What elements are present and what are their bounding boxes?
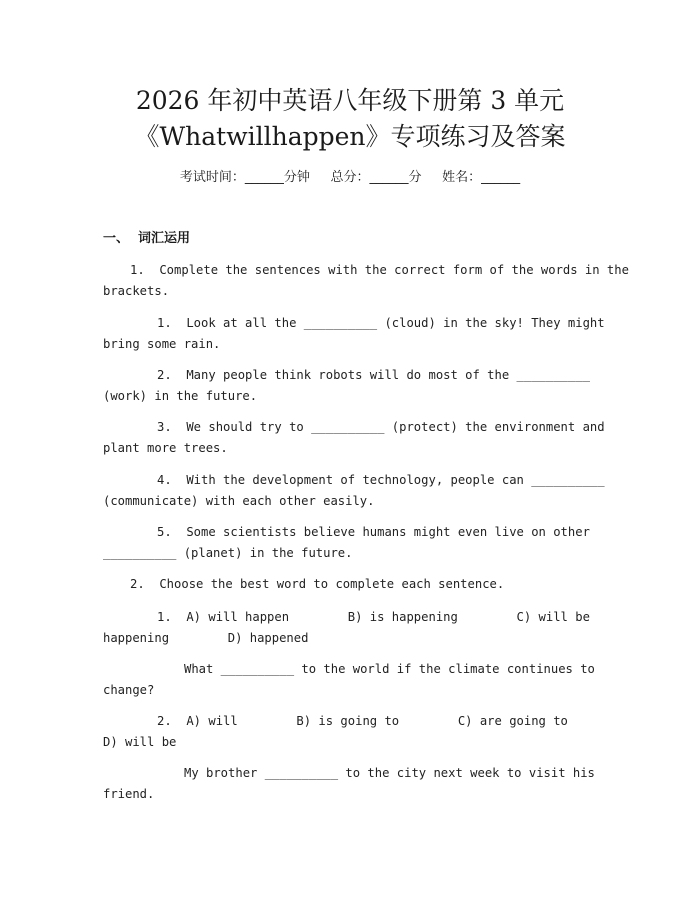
question-2-instruction: 2. Choose the best word to complete each sentence. bbox=[130, 577, 505, 591]
q1-item-3: 3. We should try to __________ (protect) the environment and bbox=[157, 420, 605, 434]
q2-item-2-options-cont: D) will be bbox=[103, 735, 177, 749]
section-heading: 一、 词汇运用 bbox=[103, 231, 191, 246]
q1-item-1: 1. Look at all the __________ (cloud) in the sky! They might bbox=[157, 316, 605, 330]
title-line-1: 2026 年初中英语八年级下册第 3 单元 bbox=[135, 86, 565, 115]
q2-item-2-stem: My brother __________ to the city next week to visit his bbox=[184, 766, 595, 780]
q1-item-4-cont: (communicate) with each other easily. bbox=[103, 494, 375, 508]
question-1-instruction-cont: brackets. bbox=[103, 284, 170, 298]
q1-item-2: 2. Many people think robots will do most of the __________ bbox=[157, 368, 590, 382]
q1-item-4: 4. With the development of technology, people can __________ bbox=[157, 473, 605, 487]
q1-item-5: 5. Some scientists believe humans might even live on other bbox=[157, 525, 590, 539]
q2-item-2-stem-cont: friend. bbox=[103, 787, 155, 801]
q1-item-5-cont: __________ (planet) in the future. bbox=[103, 546, 353, 560]
exam-info-line: 考试时间：______分钟 总分：______分 姓名：______ bbox=[179, 170, 521, 185]
q1-item-1-cont: bring some rain. bbox=[103, 337, 221, 351]
q2-item-1-options-cont: happening D) happened bbox=[103, 631, 309, 645]
q2-item-2-options: 2. A) will B) is going to C) are going to bbox=[157, 714, 568, 728]
q1-item-3-cont: plant more trees. bbox=[103, 441, 228, 455]
question-1-instruction: 1. Complete the sentences with the correct form of the words in the bbox=[130, 263, 629, 277]
q2-item-1-stem-cont: change? bbox=[103, 683, 155, 697]
q2-item-1-stem: What __________ to the world if the climate continues to bbox=[184, 662, 595, 676]
q1-item-2-cont: (work) in the future. bbox=[103, 389, 258, 403]
q2-item-1-options: 1. A) will happen B) is happening C) will be bbox=[157, 610, 590, 624]
title-line-2: 《Whatwillhappen》专项练习及答案 bbox=[134, 122, 566, 151]
